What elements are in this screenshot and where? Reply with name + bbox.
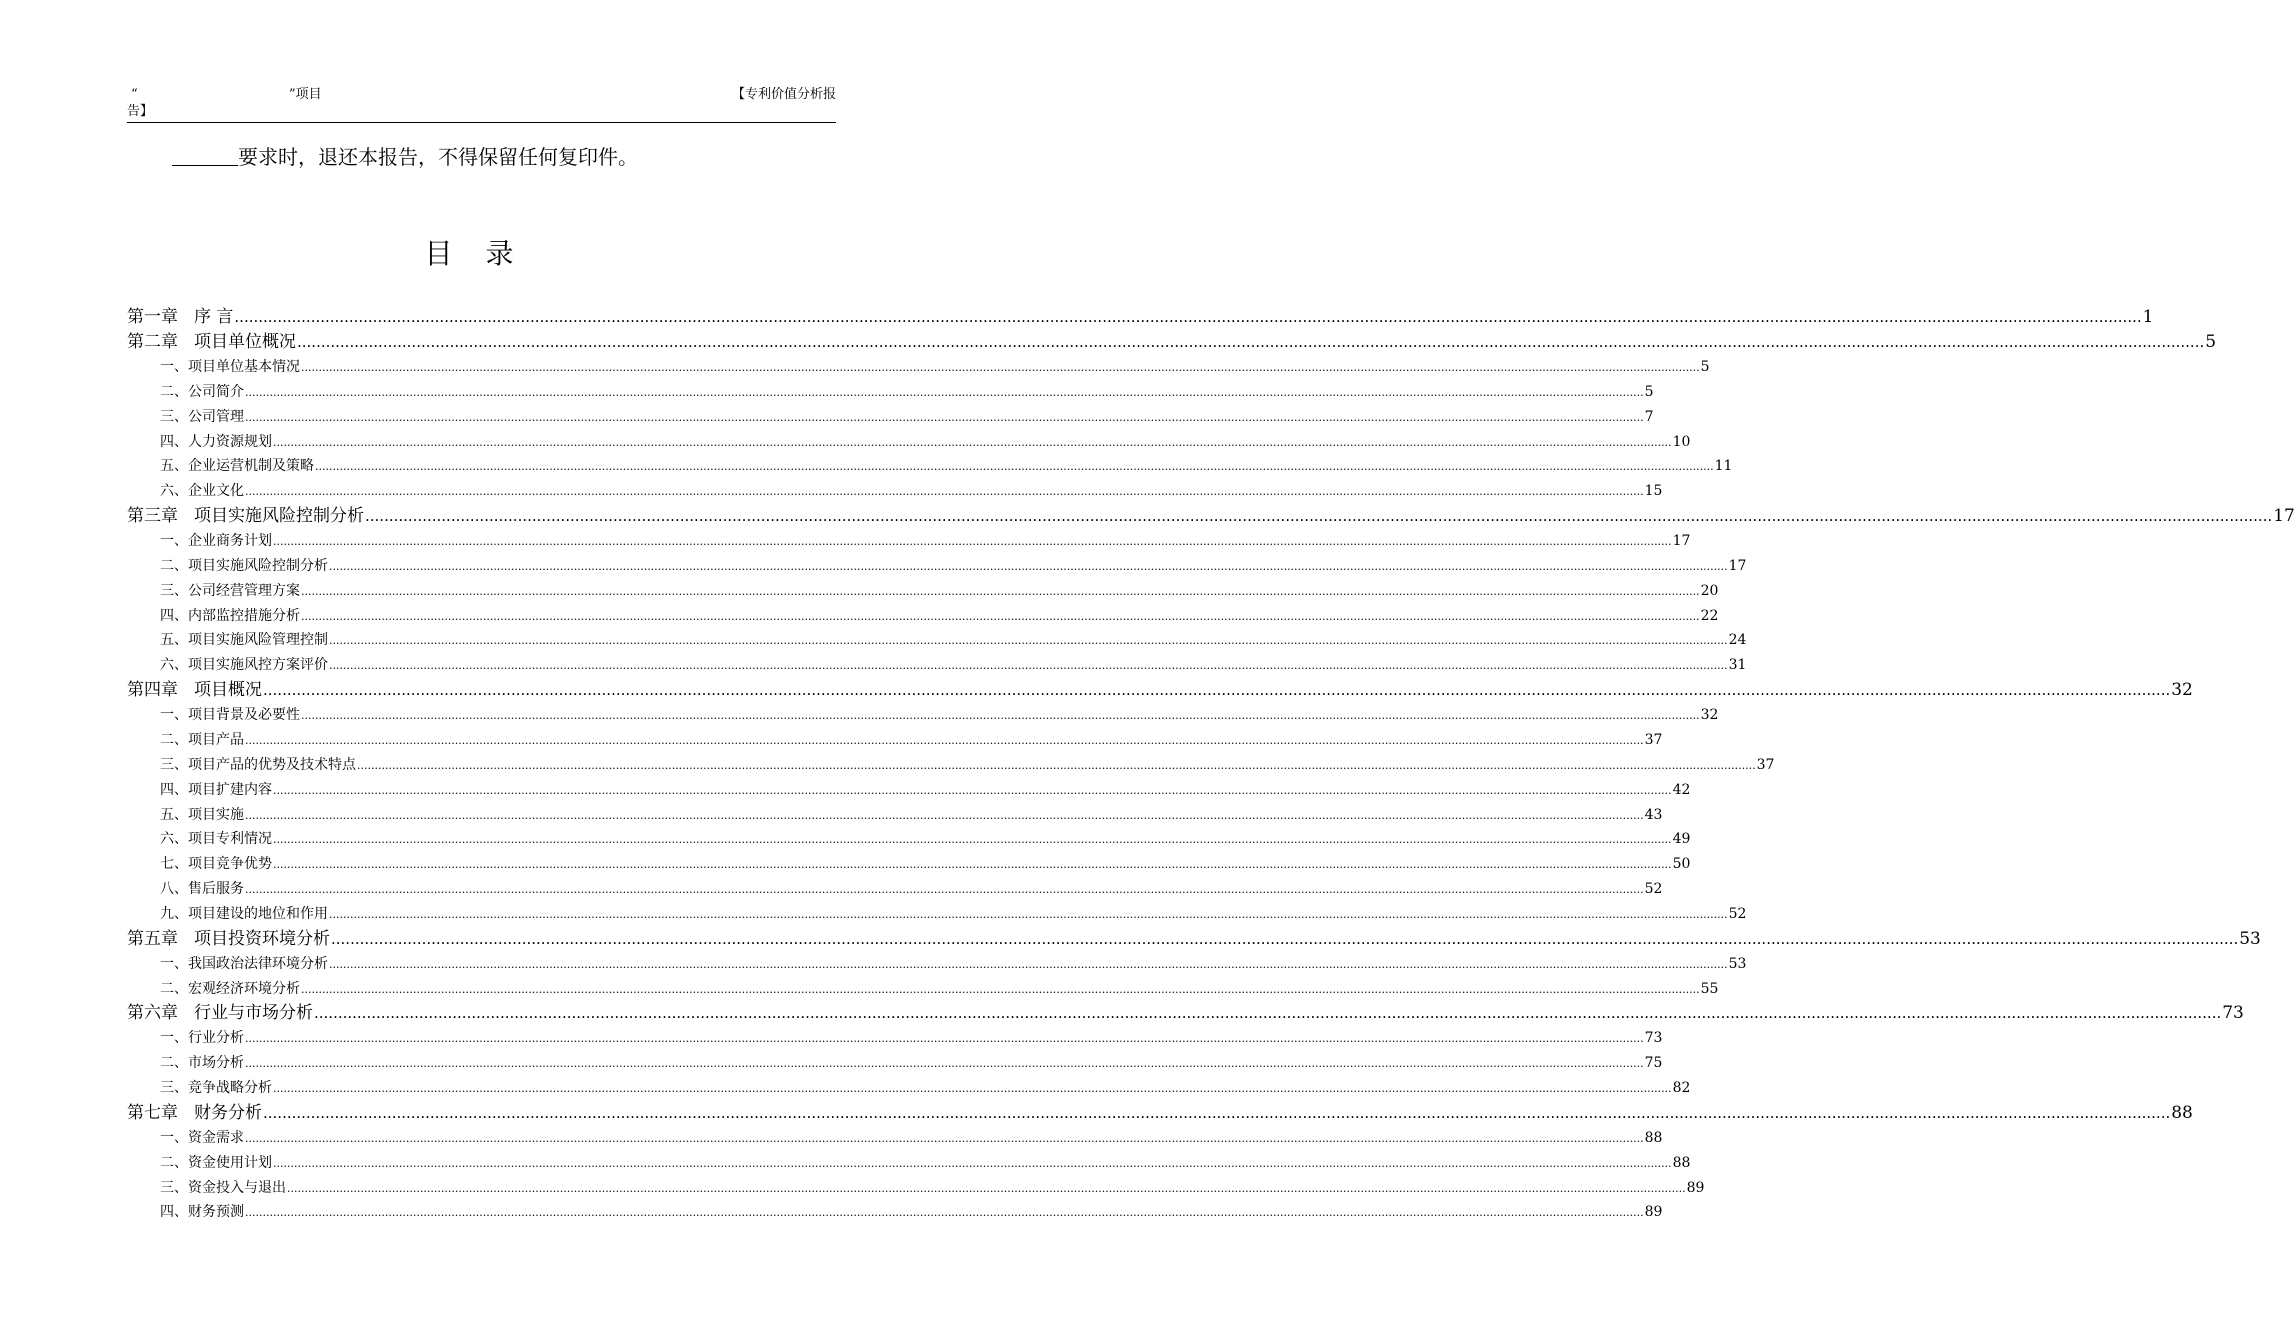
toc-entry-title: 序 言: [194, 307, 234, 327]
toc-entry-label: [127, 330, 296, 355]
toc-entry-title: 人力资源规划: [188, 433, 272, 450]
toc-entry-number: 第三章: [127, 506, 178, 527]
toc-entry-label: [160, 454, 314, 479]
toc-leader-dots: ................................................................................................................................................................................................................................................................................................................................................................................................................: [301, 709, 1700, 723]
toc-entry-label: [160, 952, 328, 977]
toc-section-entry[interactable]: [127, 579, 1719, 604]
toc-entry-number: 七、: [160, 856, 188, 873]
toc-entry-label: [160, 778, 272, 803]
toc-entry-title: 项目背景及必要性: [188, 707, 300, 724]
toc-leader-dots: ................................................................................................................................................................................................................................................................................................................................................................................................................: [315, 460, 1714, 474]
toc-entry-number: 八、: [160, 881, 188, 898]
toc-entry-title: 竞争战略分析: [188, 1080, 272, 1097]
toc-page-number: 5: [2205, 332, 2217, 352]
toc-section-entry[interactable]: [127, 852, 1691, 877]
toc-leader-dots: ................................................................................................................................................................................................................................................................................................................................................................................................................: [245, 1206, 1644, 1220]
toc-section-entry[interactable]: [127, 529, 1691, 554]
toc-section-entry[interactable]: [127, 803, 1663, 828]
toc-entry-number: 二、: [160, 1055, 188, 1072]
toc-section-entry[interactable]: [127, 1076, 1691, 1101]
toc-entry-number: 五、: [160, 458, 188, 475]
toc-section-entry[interactable]: [127, 1026, 1663, 1051]
toc-entry-label: [160, 977, 300, 1002]
toc-entry-number: 二、: [160, 1154, 188, 1171]
toc-page-number: 32: [1700, 707, 1719, 724]
toc-page-number: 52: [1644, 881, 1663, 898]
toc-entry-label: [160, 628, 328, 653]
toc-entry-label: [160, 554, 328, 579]
toc-leader-dots: ................................................................................................................................................................................................................................................................................................................................................................................................................: [273, 1156, 1672, 1170]
toc-entry-number: 第四章: [127, 680, 178, 701]
toc-page-number: 43: [1644, 806, 1663, 823]
toc-section-entry[interactable]: [127, 355, 1710, 380]
toc-page-number: 55: [1700, 980, 1719, 997]
toc-entry-title: 宏观经济环境分析: [188, 980, 300, 997]
toc-entry-number: 一、: [160, 1030, 188, 1047]
toc-leader-dots: ................................................................................................................................................................................................................................................................................................................................................................................................................: [245, 385, 1644, 399]
toc-entry-label: [160, 1126, 244, 1151]
toc-entry-title: 资金需求: [188, 1129, 244, 1146]
toc-leader-dots: ................................................................................................................................................................................................................................................................................................................................................................................................................: [273, 833, 1672, 847]
toc-section-entry[interactable]: [127, 1151, 1691, 1176]
toc-section-entry[interactable]: [127, 554, 1747, 579]
toc-entry-label: [127, 504, 364, 529]
toc-page-number: 49: [1672, 831, 1691, 848]
toc-entry-title: 项目实施风险管理控制: [188, 632, 328, 649]
toc-page-number: 89: [1644, 1204, 1663, 1221]
toc-entry-number: 一、: [160, 359, 188, 375]
toc-entry-label: [160, 827, 272, 852]
toc-leader-dots: ................................................................................................................................................................................................................................................................................................................................................................................................................: [273, 1082, 1672, 1096]
toc-page-number: 37: [1644, 731, 1663, 748]
toc-leader-dots: ................................................................................................................................................................................................................................................................................................................................................................................................................: [329, 659, 1728, 673]
toc-entry-number: 三、: [160, 756, 188, 773]
toc-entry-number: 五、: [160, 806, 188, 823]
toc-leader-dots: ................................................................................................................................................................................................................................................................................................................................................................................................................: [301, 609, 1700, 623]
toc-entry-label: [160, 653, 328, 678]
toc-entry-title: 项目单位概况: [194, 332, 296, 352]
toc-entry-number: 第一章: [127, 307, 178, 327]
toc-entry-number: 第六章: [127, 1003, 178, 1024]
toc-entry-number: 第五章: [127, 928, 178, 949]
toc-entry-label: [127, 927, 330, 952]
toc-entry-label: [127, 1001, 313, 1026]
toc-chapter-entry[interactable]: [127, 504, 2295, 529]
toc-leader-dots: ................................................................................................................................................................................................................................................................................................................................................................................................................: [245, 733, 1644, 747]
toc-chapter-entry[interactable]: [127, 1001, 2244, 1026]
fill-in-blank: [172, 145, 238, 166]
toc-entry-label: [160, 479, 244, 504]
toc-section-entry[interactable]: [127, 952, 1747, 977]
toc-leader-dots: ................................................................................................................................................................................................................................................................................................................................................................................................................: [357, 758, 1756, 772]
toc-entry-number: 二、: [160, 383, 188, 400]
toc-section-entry[interactable]: [127, 628, 1747, 653]
toc-leader-dots: ................................................................................................................................................................................................................................................................................................................................................................................................................: [245, 1032, 1644, 1046]
toc-section-entry[interactable]: [127, 1051, 1663, 1076]
toc-entry-title: 资金投入与退出: [188, 1179, 286, 1196]
toc-page-number: 7: [1644, 408, 1654, 425]
toc-entry-title: 项目竞争优势: [188, 856, 272, 873]
toc-entry-label: [160, 579, 300, 604]
toc-entry-title: 项目投资环境分析: [194, 928, 330, 949]
toc-page-number: 32: [2171, 680, 2193, 701]
toc-page-number: 22: [1700, 607, 1719, 624]
toc-entry-number: 三、: [160, 1179, 188, 1196]
toc-entry-title: 项目实施: [188, 806, 244, 823]
toc-entry-number: 五、: [160, 632, 188, 649]
toc-entry-number: 四、: [160, 607, 188, 624]
toc-leader-dots: ................................................................................................................................................................................................................................................................................................................................................................................................................: [301, 584, 1700, 598]
toc-page-number: 53: [2239, 928, 2261, 949]
toc-leader-dots: ................................................................................................................................................................................................................................................................................................................................................................................................................: [245, 1131, 1644, 1145]
toc-entry-label: [160, 852, 272, 877]
toc-leader-dots: ................................................................................................................................................................................................................................................................................................................................................................................................................: [329, 957, 1728, 971]
toc-entry-number: 二、: [160, 980, 188, 997]
toc-entry-title: 市场分析: [188, 1055, 244, 1072]
toc-page-number: 73: [1644, 1030, 1663, 1047]
toc-entry-label: [160, 1076, 272, 1101]
toc-entry-title: 项目产品的优势及技术特点: [188, 756, 356, 773]
toc-leader-dots: ................................................................................................................................................................................................................................................................................................................................................................................................................: [365, 507, 2273, 526]
toc-entry-title: 项目专利情况: [188, 831, 272, 848]
toc-entry-title: 企业文化: [188, 483, 244, 500]
intro-text: 要求时，退还本报告，不得保留任何复印件。: [238, 145, 638, 169]
toc-page-number: 52: [1728, 905, 1747, 922]
toc-entry-title: 项目实施风险控制分析: [194, 506, 364, 527]
toc-entry-number: 六、: [160, 657, 188, 674]
toc-page-number: 17: [1728, 557, 1747, 574]
toc-entry-title: 财务预测: [188, 1204, 244, 1221]
toc-leader-dots: ................................................................................................................................................................................................................................................................................................................................................................................................................: [273, 435, 1672, 449]
toc-entry-label: [160, 1151, 272, 1176]
toc-entry-number: 一、: [160, 533, 188, 550]
toc-section-entry[interactable]: [127, 1126, 1663, 1151]
toc-chapter-entry[interactable]: [127, 1101, 2193, 1126]
toc-section-entry[interactable]: [127, 380, 1654, 405]
toc-page-number: 5: [1644, 383, 1654, 400]
toc-entry-title: 项目实施风控方案评价: [188, 657, 328, 674]
toc-chapter-entry[interactable]: [127, 927, 2261, 952]
toc-page-number: 37: [1756, 756, 1775, 773]
toc-entry-title: 售后服务: [188, 881, 244, 898]
table-of-contents: [127, 305, 2295, 1225]
toc-page-number: 24: [1728, 632, 1747, 649]
toc-entry-number: 六、: [160, 831, 188, 848]
toc-page-number: 50: [1672, 856, 1691, 873]
toc-section-entry[interactable]: [127, 728, 1663, 753]
toc-entry-label: [160, 1200, 244, 1225]
header-project-label: ”项目: [289, 87, 322, 102]
toc-chapter-entry[interactable]: [127, 330, 2217, 355]
toc-section-entry[interactable]: [127, 454, 1733, 479]
toc-section-entry[interactable]: [127, 405, 1654, 430]
toc-page-number: 42: [1672, 781, 1691, 798]
toc-leader-dots: ................................................................................................................................................................................................................................................................................................................................................................................................................: [263, 681, 2171, 700]
toc-leader-dots: ................................................................................................................................................................................................................................................................................................................................................................................................................: [245, 808, 1644, 822]
toc-leader-dots: ................................................................................................................................................................................................................................................................................................................................................................................................................: [314, 1004, 2222, 1023]
toc-leader-dots: ................................................................................................................................................................................................................................................................................................................................................................................................................: [245, 883, 1644, 897]
toc-entry-number: 四、: [160, 781, 188, 798]
header-report-title-wrap: 告】: [127, 104, 154, 119]
toc-entry-title: 项目概况: [194, 680, 262, 701]
toc-page-number: 5: [1700, 359, 1710, 375]
header-quote-open: “: [131, 87, 138, 102]
toc-entry-label: [127, 305, 233, 330]
toc-entry-number: 一、: [160, 1129, 188, 1146]
toc-entry-title: 行业分析: [188, 1030, 244, 1047]
toc-entry-title: 项目单位基本情况: [188, 359, 300, 375]
toc-page-number: 89: [1686, 1179, 1705, 1196]
toc-leader-dots: ................................................................................................................................................................................................................................................................................................................................................................................................................: [273, 858, 1672, 872]
toc-entry-number: 二、: [160, 557, 188, 574]
toc-title: 目 录: [424, 237, 526, 270]
toc-section-entry[interactable]: [127, 753, 1775, 778]
toc-entry-number: 二、: [160, 731, 188, 748]
toc-page-number: 73: [2222, 1003, 2244, 1024]
toc-leader-dots: ................................................................................................................................................................................................................................................................................................................................................................................................................: [273, 535, 1672, 549]
toc-entry-number: 四、: [160, 433, 188, 450]
toc-leader-dots: ................................................................................................................................................................................................................................................................................................................................................................................................................: [331, 929, 2239, 948]
toc-entry-number: 六、: [160, 483, 188, 500]
toc-page-number: 11: [1714, 458, 1733, 475]
toc-entry-title: 内部监控措施分析: [188, 607, 300, 624]
toc-section-entry[interactable]: [127, 703, 1719, 728]
toc-leader-dots: ................................................................................................................................................................................................................................................................................................................................................................................................................: [301, 982, 1700, 996]
toc-section-entry[interactable]: [127, 778, 1691, 803]
toc-section-entry[interactable]: [127, 877, 1663, 902]
toc-entry-title: 公司管理: [188, 408, 244, 425]
toc-entry-label: [160, 1026, 244, 1051]
toc-entry-label: [160, 902, 328, 927]
page-header: [127, 86, 836, 123]
toc-entry-label: [160, 728, 244, 753]
toc-leader-dots: ................................................................................................................................................................................................................................................................................................................................................................................................................: [245, 1057, 1644, 1071]
toc-page-number: 88: [1644, 1129, 1663, 1146]
toc-page-number: 17: [1672, 533, 1691, 550]
toc-entry-label: [160, 753, 356, 778]
toc-leader-dots: ................................................................................................................................................................................................................................................................................................................................................................................................................: [329, 907, 1728, 921]
toc-entry-number: 四、: [160, 1204, 188, 1221]
toc-entry-label: [160, 703, 300, 728]
toc-leader-dots: ................................................................................................................................................................................................................................................................................................................................................................................................................: [297, 333, 2205, 351]
toc-page-number: 88: [1672, 1154, 1691, 1171]
toc-page-number: 17: [2273, 506, 2295, 527]
toc-entry-label: [160, 529, 272, 554]
toc-entry-label: [160, 803, 244, 828]
toc-leader-dots: ................................................................................................................................................................................................................................................................................................................................................................................................................: [287, 1181, 1686, 1195]
toc-entry-number: 第七章: [127, 1102, 178, 1123]
toc-entry-title: 项目产品: [188, 731, 244, 748]
toc-entry-label: [160, 430, 272, 455]
toc-entry-title: 公司经营管理方案: [188, 582, 300, 599]
toc-entry-label: [160, 1176, 286, 1201]
toc-page-number: 1: [2142, 307, 2154, 327]
toc-entry-label: [127, 678, 262, 703]
toc-chapter-entry[interactable]: [127, 678, 2193, 703]
toc-leader-dots: ................................................................................................................................................................................................................................................................................................................................................................................................................: [245, 485, 1644, 499]
toc-leader-dots: ................................................................................................................................................................................................................................................................................................................................................................................................................: [234, 308, 2142, 326]
toc-section-entry[interactable]: [127, 827, 1691, 852]
toc-entry-label: [160, 877, 244, 902]
toc-leader-dots: ................................................................................................................................................................................................................................................................................................................................................................................................................: [329, 559, 1728, 573]
toc-entry-title: 企业商务计划: [188, 533, 272, 550]
toc-entry-number: 第二章: [127, 332, 178, 352]
toc-entry-number: 三、: [160, 408, 188, 425]
toc-entry-title: 项目扩建内容: [188, 781, 272, 798]
toc-entry-label: [160, 604, 300, 629]
toc-entry-label: [160, 380, 244, 405]
toc-leader-dots: ................................................................................................................................................................................................................................................................................................................................................................................................................: [301, 361, 1700, 374]
toc-section-entry[interactable]: [127, 479, 1663, 504]
toc-entry-number: 三、: [160, 582, 188, 599]
header-report-title: 【专利价值分析报: [731, 87, 836, 102]
toc-page-number: 10: [1672, 433, 1691, 450]
toc-entry-label: [160, 355, 300, 380]
toc-leader-dots: ................................................................................................................................................................................................................................................................................................................................................................................................................: [329, 634, 1728, 648]
toc-entry-title: 项目实施风险控制分析: [188, 557, 328, 574]
toc-entry-label: [127, 1101, 262, 1126]
toc-entry-number: 一、: [160, 707, 188, 724]
toc-section-entry[interactable]: [127, 902, 1747, 927]
toc-entry-title: 企业运营机制及策略: [188, 458, 314, 475]
toc-entry-label: [160, 1051, 244, 1076]
toc-entry-number: 九、: [160, 905, 188, 922]
toc-entry-title: 财务分析: [194, 1102, 262, 1123]
toc-page-number: 20: [1700, 582, 1719, 599]
toc-section-entry[interactable]: [127, 653, 1747, 678]
toc-section-entry[interactable]: [127, 604, 1719, 629]
toc-entry-title: 公司简介: [188, 383, 244, 400]
toc-entry-title: 项目建设的地位和作用: [188, 905, 328, 922]
toc-section-entry[interactable]: [127, 977, 1719, 1002]
toc-page-number: 88: [2171, 1102, 2193, 1123]
toc-leader-dots: ................................................................................................................................................................................................................................................................................................................................................................................................................: [245, 410, 1644, 424]
toc-entry-number: 三、: [160, 1080, 188, 1097]
toc-section-entry[interactable]: [127, 1176, 1705, 1201]
toc-entry-label: [160, 405, 244, 430]
intro-line: [172, 143, 638, 171]
toc-page-number: 82: [1672, 1080, 1691, 1097]
toc-page-number: 31: [1728, 657, 1747, 674]
toc-leader-dots: ................................................................................................................................................................................................................................................................................................................................................................................................................: [273, 783, 1672, 797]
toc-leader-dots: ................................................................................................................................................................................................................................................................................................................................................................................................................: [263, 1103, 2171, 1122]
toc-section-entry[interactable]: [127, 430, 1691, 455]
toc-entry-title: 行业与市场分析: [194, 1003, 313, 1024]
toc-entry-number: 一、: [160, 955, 188, 972]
toc-entry-title: 资金使用计划: [188, 1154, 272, 1171]
toc-chapter-entry[interactable]: [127, 305, 2154, 330]
toc-page-number: 15: [1644, 483, 1663, 500]
toc-entry-title: 我国政治法律环境分析: [188, 955, 328, 972]
toc-section-entry[interactable]: [127, 1200, 1663, 1225]
toc-page-number: 53: [1728, 955, 1747, 972]
toc-page-number: 75: [1644, 1055, 1663, 1072]
